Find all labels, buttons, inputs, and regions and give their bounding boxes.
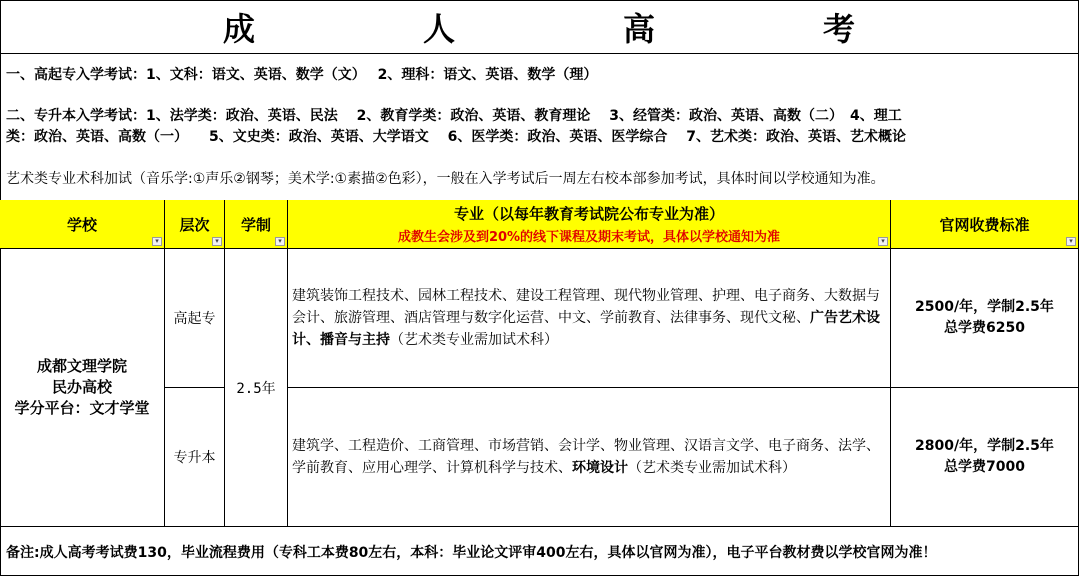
school-type: 民办高校	[51, 378, 112, 396]
header-fee-label: 官网收费标准	[939, 215, 1030, 234]
header-school-label: 学校	[66, 215, 97, 234]
majors-list: 建筑学、工程造价、工商管理、市场营销、会计学、物业管理、汉语言文学、电子商务、法学、学前教育、应用心理学、计算机科学与技术、	[292, 438, 880, 476]
exam-info-note: 艺术类专业术科加试（音乐学:①声乐②钢琴；美术学:①素描②色彩），一般在入学考试后一周左右校本部参加考试，具体时间以学校通知为准。	[6, 171, 885, 187]
duration-cell: 2.5年	[225, 249, 288, 527]
header-major-note: 成教生会涉及到20%的线下课程及期末考试，具体以学校通知为准	[397, 230, 781, 245]
fee-cell	[891, 249, 1078, 388]
majors-note: （艺术类专业需加试术科）	[390, 332, 558, 348]
filter-dropdown-icon[interactable]: ▾	[212, 237, 222, 246]
fee-annual: 2500/年，学制2.5年	[915, 299, 1054, 315]
filter-dropdown-icon[interactable]: ▾	[275, 237, 285, 246]
majors-list: 建筑装饰工程技术、园林工程技术、建设工程管理、现代物业管理、护理、电子商务、大数据与会计、旅游管理、酒店管理与数字化运营、中文、学前教育、法律事务、现代文秘、	[292, 288, 880, 326]
majors-cell	[288, 388, 891, 527]
filter-dropdown-icon[interactable]: ▾	[1066, 237, 1076, 246]
level-cell: 高起专	[165, 249, 225, 388]
majors-highlight: 环境设计	[572, 460, 628, 476]
fee-annual: 2800/年，学制2.5年	[915, 438, 1054, 454]
exam-info-line: 一、高起专入学考试：1、文科：语文、英语、数学（文） 2、理科：语文、英语、数学（理）	[6, 67, 598, 83]
school-platform: 学分平台：文才学堂	[14, 399, 150, 417]
header-major	[288, 200, 891, 249]
level-cell: 专升本	[165, 388, 225, 527]
exam-info-line-part: 类：政治、英语、高数（一） 5、文史类：政治、英语、大学语文 6、医学类：政治、英语、医学综合 7、艺术类：政治、英语、艺术概论	[6, 129, 906, 145]
page-title: 成 人 高 考	[0, 0, 1078, 54]
majors-cell	[288, 249, 891, 388]
header-duration	[225, 200, 288, 249]
school-name: 成都文理学院	[36, 357, 127, 375]
exam-info-line-part: 二、专升本入学考试：1、法学类：政治、英语、民法 2、教育学类：政治、英语、教育理论 3、经管类：政治、英语、高数（二） 4、理工	[6, 108, 902, 124]
header-level-label: 层次	[179, 215, 210, 234]
header-fee	[891, 200, 1078, 249]
fee-total: 总学费7000	[944, 459, 1025, 475]
majors-highlight: 广告艺术设计、播音与主持	[292, 310, 880, 348]
fee-total: 总学费6250	[944, 320, 1025, 336]
header-school	[0, 200, 165, 249]
header-level	[165, 200, 225, 249]
exam-info-line	[6, 106, 1072, 148]
header-duration-label: 学制	[240, 215, 271, 234]
fee-cell	[891, 388, 1078, 527]
exam-info	[0, 54, 1078, 201]
majors-text	[292, 285, 886, 351]
school-cell	[0, 249, 165, 527]
majors-text	[292, 435, 886, 479]
filter-dropdown-icon[interactable]: ▾	[152, 237, 162, 246]
header-major-label: 专业（以每年教育考试院公布专业为准）	[453, 205, 724, 223]
filter-dropdown-icon[interactable]: ▾	[878, 237, 888, 246]
majors-note: （艺术类专业需加试术科）	[628, 460, 796, 476]
footer-note: 备注:成人高考考试费130，毕业流程费用（专科工本费80左右，本科：毕业论文评审400左右，具体以官网为准），电子平台教材费以学校官网为准！	[6, 544, 937, 561]
